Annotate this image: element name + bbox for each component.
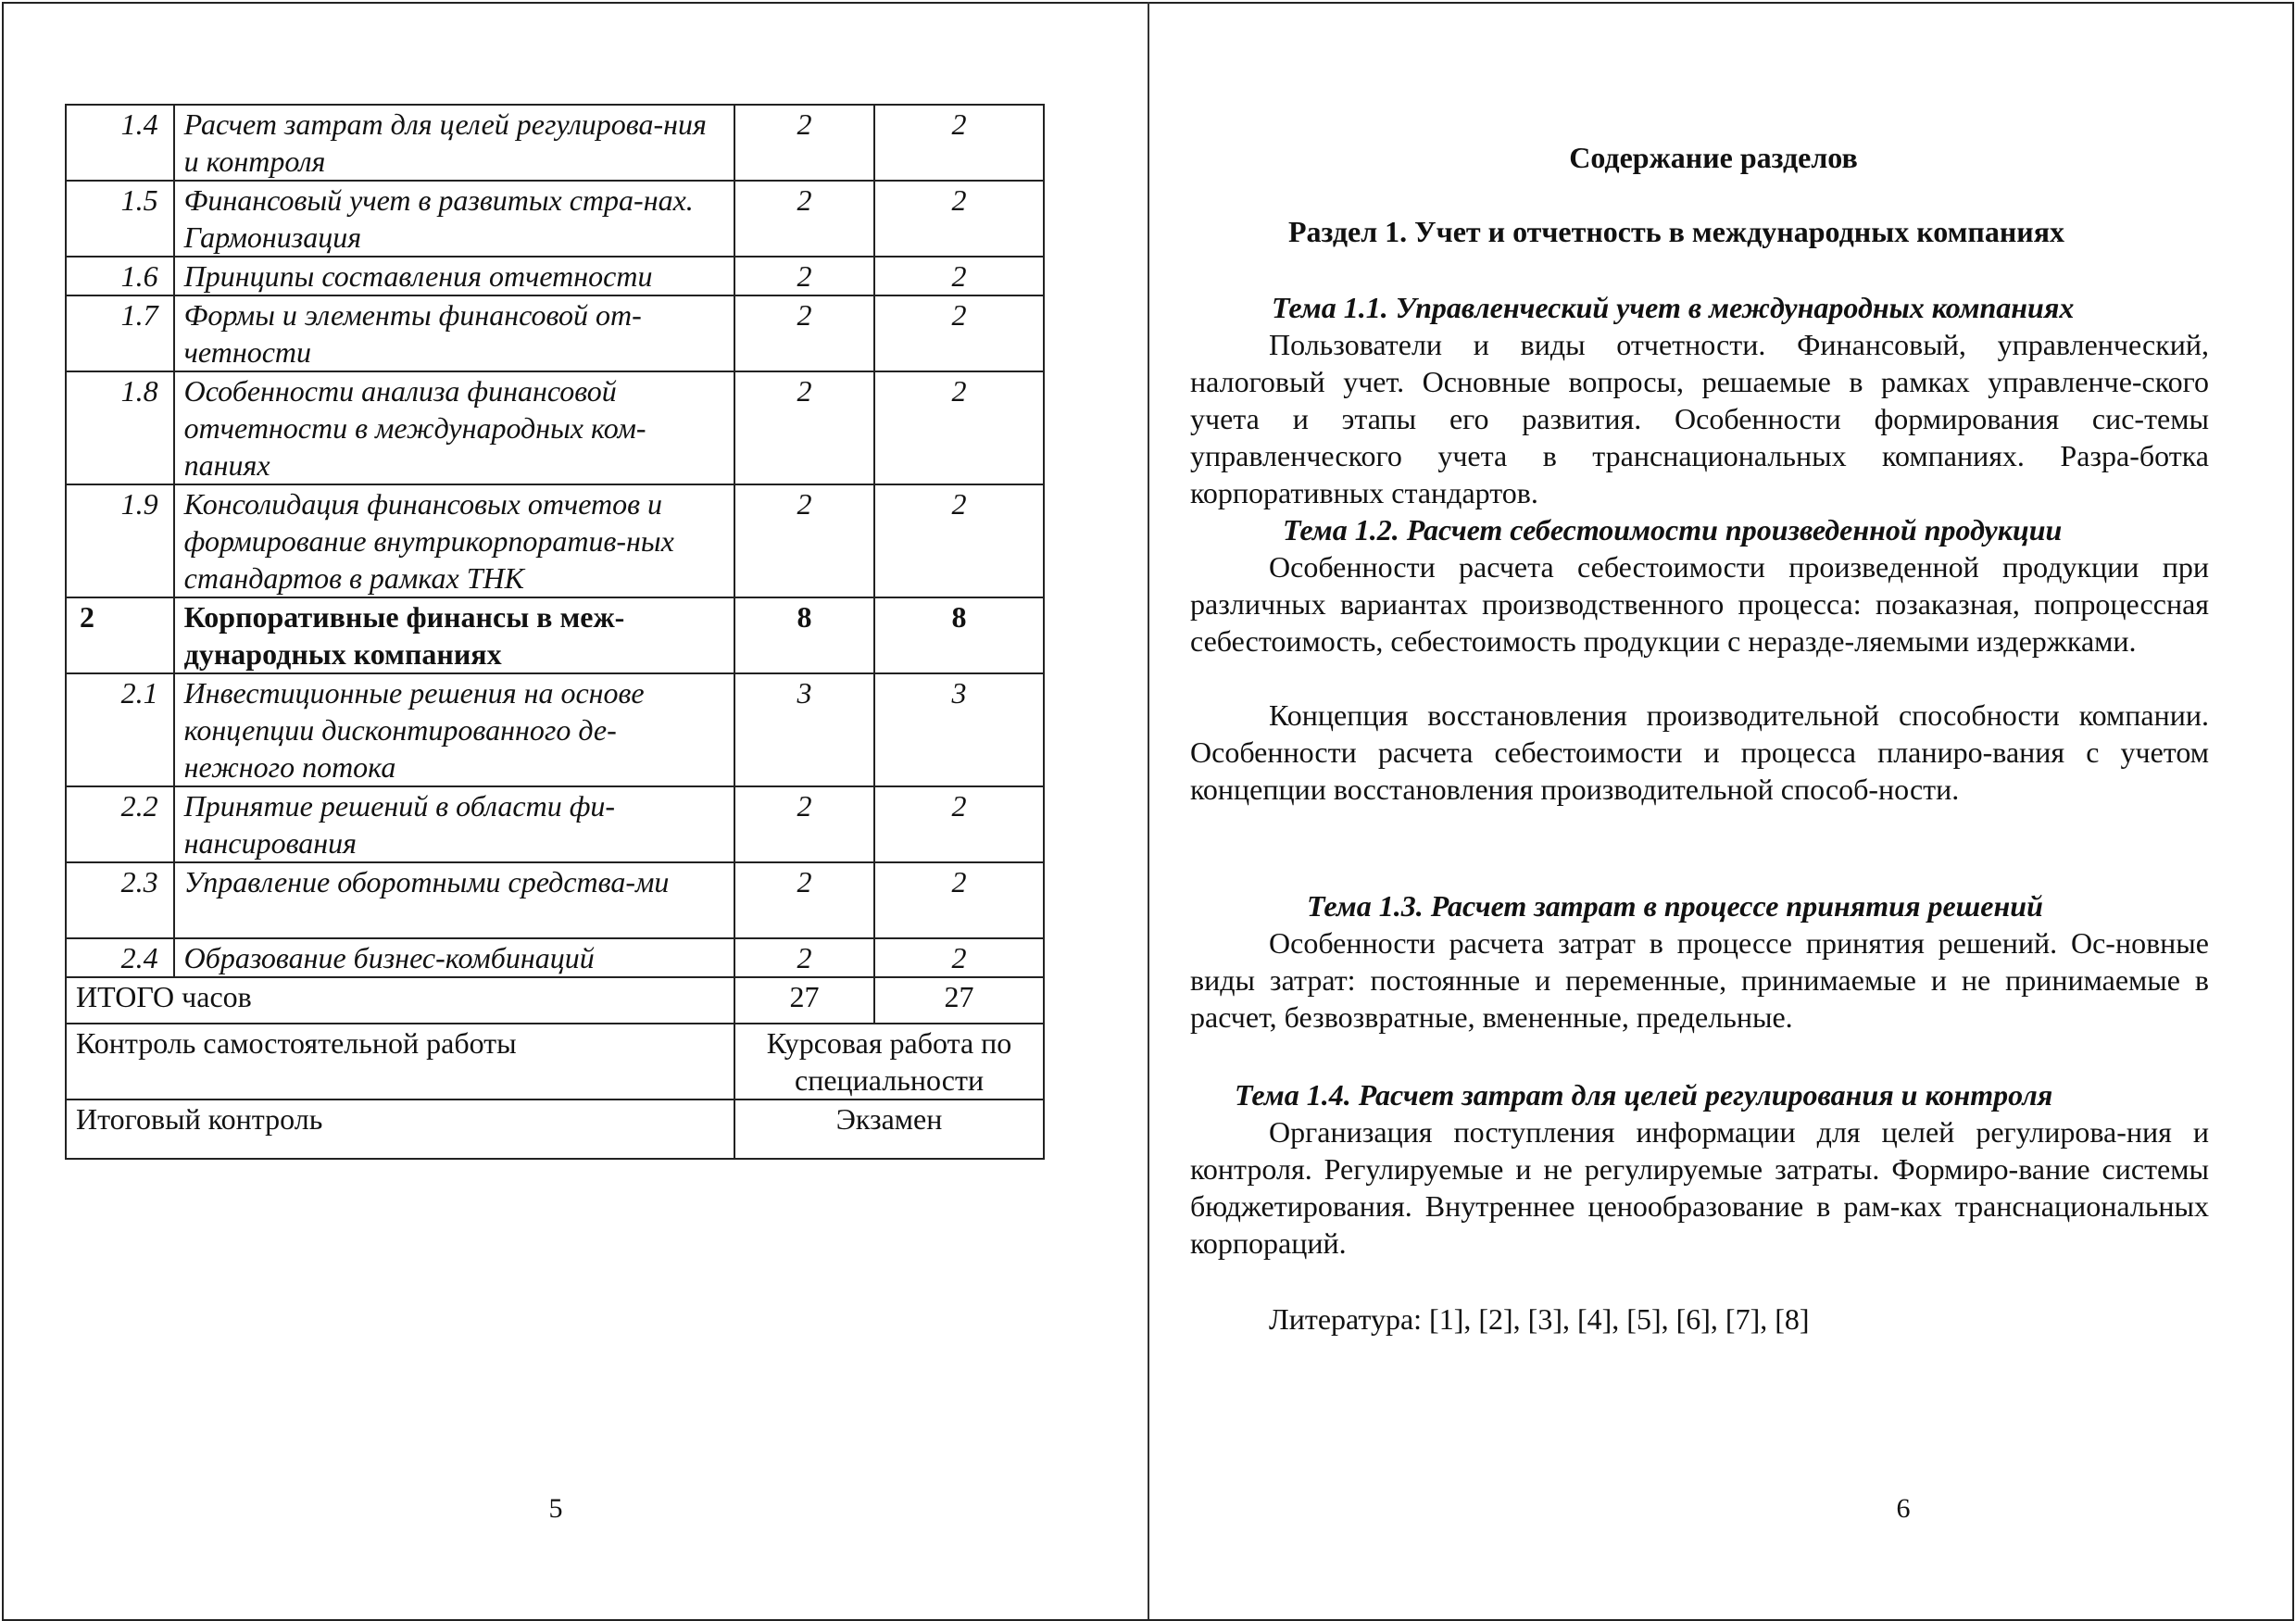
row-hours-1: 2 <box>734 786 874 862</box>
table-row <box>66 181 1044 257</box>
row-topic: Расчет затрат для целей регулирова-ния и контроля <box>174 105 734 181</box>
row-topic: Принципы составления отчетности <box>174 257 734 295</box>
theme-paragraph: Особенности расчета затрат в процессе принятия решений. Ос-новные виды затрат: постоянные и переменные, принимаемые и не принимаемые в расчет, безвозвратные, вмененные, предельные. <box>1190 926 2209 1034</box>
row-number: 2.2 <box>66 786 174 862</box>
row-topic: Особенности анализа финансовой отчетности в международных ком-паниях <box>174 371 734 484</box>
theme-paragraph: Пользователи и виды отчетности. Финансовый, управленческий, налоговый учет. Основные вопросы, решаемые в рамках управленче-ского учета и этапы его развития. Особенности формирования сис-темы управленческого учета в транснациональных компаниях. Разра-ботка корпоративных стандартов. <box>1190 328 2209 509</box>
part-title: Раздел 1. Учет и отчетность в международных компаниях <box>1288 215 2065 248</box>
row-hours-1: 2 <box>734 181 874 257</box>
row-number: 1.5 <box>66 181 174 257</box>
control-label: Контроль самостоятельной работы <box>66 1024 734 1100</box>
row-hours-1: 8 <box>734 597 874 673</box>
final-control-row <box>66 1100 1044 1159</box>
total-label: ИТОГО часов <box>66 977 734 1024</box>
table-row <box>66 105 1044 181</box>
page-number: 5 <box>548 1493 563 1524</box>
row-topic: Принятие решений в области фи-нансирования <box>174 786 734 862</box>
row-hours-2: 2 <box>874 786 1044 862</box>
page-number: 6 <box>1896 1493 1911 1524</box>
row-number: 2.1 <box>66 673 174 786</box>
total-hours-1: 27 <box>734 977 874 1024</box>
literature-references: Литература: [1], [2], [3], [4], [5], [6], [7], [8] <box>1269 1302 1810 1336</box>
table-row <box>66 295 1044 371</box>
row-hours-2: 2 <box>874 257 1044 295</box>
row-number: 1.9 <box>66 484 174 597</box>
row-topic: Инвестиционные решения на основе концепции дисконтированного де-нежного потока <box>174 673 734 786</box>
row-hours-1: 2 <box>734 862 874 938</box>
row-hours-2: 2 <box>874 484 1044 597</box>
row-topic: Формы и элементы финансовой от-четности <box>174 295 734 371</box>
theme-title: Тема 1.3. Расчет затрат в процессе принятия решений <box>1307 889 2043 923</box>
row-topic: Консолидация финансовых отчетов и формирование внутрикорпоратив-ных стандартов в рамках ТНК <box>174 484 734 597</box>
row-hours-1: 2 <box>734 371 874 484</box>
row-hours-2: 2 <box>874 938 1044 977</box>
table-row <box>66 862 1044 938</box>
table-row <box>66 371 1044 484</box>
row-number: 2.4 <box>66 938 174 977</box>
row-hours-2: 3 <box>874 673 1044 786</box>
control-value: Курсовая работа по специальности <box>734 1024 1044 1100</box>
row-hours-1: 2 <box>734 257 874 295</box>
row-hours-1: 2 <box>734 105 874 181</box>
row-hours-2: 2 <box>874 295 1044 371</box>
row-hours-1: 3 <box>734 673 874 786</box>
row-hours-2: 8 <box>874 597 1044 673</box>
row-number: 1.4 <box>66 105 174 181</box>
row-hours-1: 2 <box>734 938 874 977</box>
theme-title: Тема 1.4. Расчет затрат для целей регулирования и контроля <box>1235 1078 2053 1112</box>
table-row <box>66 786 1044 862</box>
sections-heading: Содержание разделов <box>1569 141 1858 174</box>
row-hours-1: 2 <box>734 295 874 371</box>
row-hours-1: 2 <box>734 484 874 597</box>
row-number: 1.7 <box>66 295 174 371</box>
row-topic: Образование бизнес-комбинаций <box>174 938 734 977</box>
final-control-value: Экзамен <box>734 1100 1044 1159</box>
final-control-label: Итоговый контроль <box>66 1100 734 1159</box>
row-topic: Финансовый учет в развитых стра-нах. Гармонизация <box>174 181 734 257</box>
table-row <box>66 484 1044 597</box>
total-row <box>66 977 1044 1024</box>
control-row <box>66 1024 1044 1100</box>
row-hours-2: 2 <box>874 181 1044 257</box>
table-row <box>66 938 1044 977</box>
theme-paragraph: Концепция восстановления производительной способности компании. Особенности расчета себестоимости и процесса планиро-вания с учетом концепции восстановления производительной способ-ности. <box>1190 698 2209 806</box>
row-topic: Корпоративные финансы в меж-дународных компаниях <box>174 597 734 673</box>
theme-title: Тема 1.2. Расчет себестоимости произведенной продукции <box>1283 513 2063 547</box>
row-topic: Управление оборотными средства-ми <box>174 862 734 938</box>
row-number: 1.6 <box>66 257 174 295</box>
total-hours-2: 27 <box>874 977 1044 1024</box>
table-row <box>66 257 1044 295</box>
curriculum-table <box>65 104 1045 1160</box>
theme-title: Тема 1.1. Управленческий учет в международных компаниях <box>1272 291 2075 324</box>
row-number: 1.8 <box>66 371 174 484</box>
right-page <box>1149 0 2296 1621</box>
row-number: 2 <box>66 597 174 673</box>
table-row <box>66 597 1044 673</box>
row-hours-2: 2 <box>874 371 1044 484</box>
row-hours-2: 2 <box>874 862 1044 938</box>
row-hours-2: 2 <box>874 105 1044 181</box>
theme-paragraph: Особенности расчета себестоимости произведенной продукции при различных вариантах производственного процесса: позаказная, попроцессная себестоимость, себестоимость продукции с нераздe-ляемыми издержками. <box>1190 550 2209 658</box>
table-row <box>66 673 1044 786</box>
row-number: 2.3 <box>66 862 174 938</box>
theme-paragraph: Организация поступления информации для целей регулирова-ния и контроля. Регулируемые и не регулируемые затраты. Формиро-вание системы бюджетирования. Внутреннее ценообразование в рам-ках транснациональных корпораций. <box>1190 1115 2209 1260</box>
